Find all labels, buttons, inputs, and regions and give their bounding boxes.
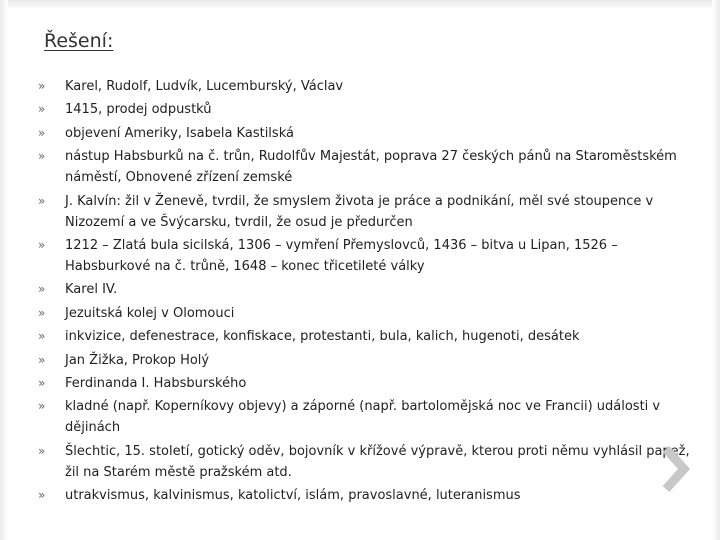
list-item bbox=[38, 373, 700, 394]
next-arrow-icon[interactable] bbox=[662, 445, 692, 493]
bullet-icon: » bbox=[38, 375, 46, 390]
list-item-text: 1212 – Zlatá bula sicilská, 1306 – vymření Přemyslovců, 1436 – bitva u Lipan, 1526 – Habsburkové na č. trůně, 1648 – konec třicetileté války bbox=[65, 237, 618, 274]
list-item bbox=[38, 123, 700, 144]
bullet-icon: » bbox=[38, 443, 46, 458]
list-item-text: objevení Ameriky, Isabela Kastilská bbox=[65, 125, 294, 141]
list-item bbox=[38, 350, 700, 371]
list-item bbox=[38, 99, 700, 120]
bullet-icon: » bbox=[38, 488, 46, 503]
list-item-text: Jan Žižka, Prokop Holý bbox=[65, 352, 210, 368]
bullet-icon: » bbox=[38, 125, 46, 140]
list-item-text: Ferdinanda I. Habsburského bbox=[65, 375, 247, 391]
list-item bbox=[38, 279, 700, 300]
list-item bbox=[38, 396, 700, 438]
list-item bbox=[38, 235, 700, 277]
list-item-text: utrakvismus, kalvinismus, katolictví, islám, pravoslavné, luteranismus bbox=[65, 488, 521, 504]
slide-frame-left bbox=[0, 0, 8, 540]
list-item bbox=[38, 303, 700, 324]
bullet-icon: » bbox=[38, 352, 46, 367]
list-item-text: Karel, Rudolf, Ludvík, Lucemburský, Václav bbox=[65, 79, 344, 94]
list-item bbox=[38, 146, 700, 188]
list-item-text: kladné (např. Koperníkovy objevy) a záporné (např. bartolomějská noc ve Francii) události v dějinách bbox=[65, 399, 661, 436]
list-item-text: Jezuitská kolej v Olomouci bbox=[65, 305, 235, 321]
list-item-text: nástup Habsburků na č. trůn, Rudolfův Majestát, poprava 27 českých pánů na Staroměstském náměstí, Obnovené zřízení zemské bbox=[65, 149, 677, 186]
slide-frame-top bbox=[8, 0, 712, 10]
bullet-icon: » bbox=[38, 237, 46, 252]
list-item-text: Karel IV. bbox=[65, 282, 118, 298]
bullet-icon: » bbox=[38, 399, 46, 414]
list-item bbox=[38, 326, 700, 347]
bullet-icon: » bbox=[38, 79, 46, 93]
slide-frame-right bbox=[712, 0, 720, 540]
list-item-text: 1415, prodej odpustků bbox=[65, 102, 212, 118]
solution-list bbox=[38, 76, 700, 508]
bullet-icon: » bbox=[38, 329, 46, 344]
bullet-icon: » bbox=[38, 102, 46, 117]
bullet-icon: » bbox=[38, 193, 46, 208]
list-item bbox=[38, 191, 700, 233]
bullet-icon: » bbox=[38, 149, 46, 164]
list-item bbox=[38, 441, 700, 483]
list-item bbox=[38, 76, 700, 97]
list-item-text: inkvizice, defenestrace, konfiskace, protestanti, bula, kalich, hugenoti, desátek bbox=[65, 329, 580, 345]
list-item-text: J. Kalvín: žil v Ženevě, tvrdil, že smyslem života je práce a podnikání, měl své stoupence v Nizozemí a ve Švýcarsku, tvrdil, že osud je předurčen bbox=[65, 193, 654, 230]
list-item-text: Šlechtic, 15. století, gotický oděv, bojovník v křížové výpravě, kterou proti němu vyhlásil papež, žil na Starém městě pražském atd. bbox=[65, 443, 690, 480]
bullet-icon: » bbox=[38, 282, 46, 297]
list-item bbox=[38, 485, 700, 506]
slide-title: Řešení: bbox=[44, 30, 114, 52]
bullet-icon: » bbox=[38, 305, 46, 320]
